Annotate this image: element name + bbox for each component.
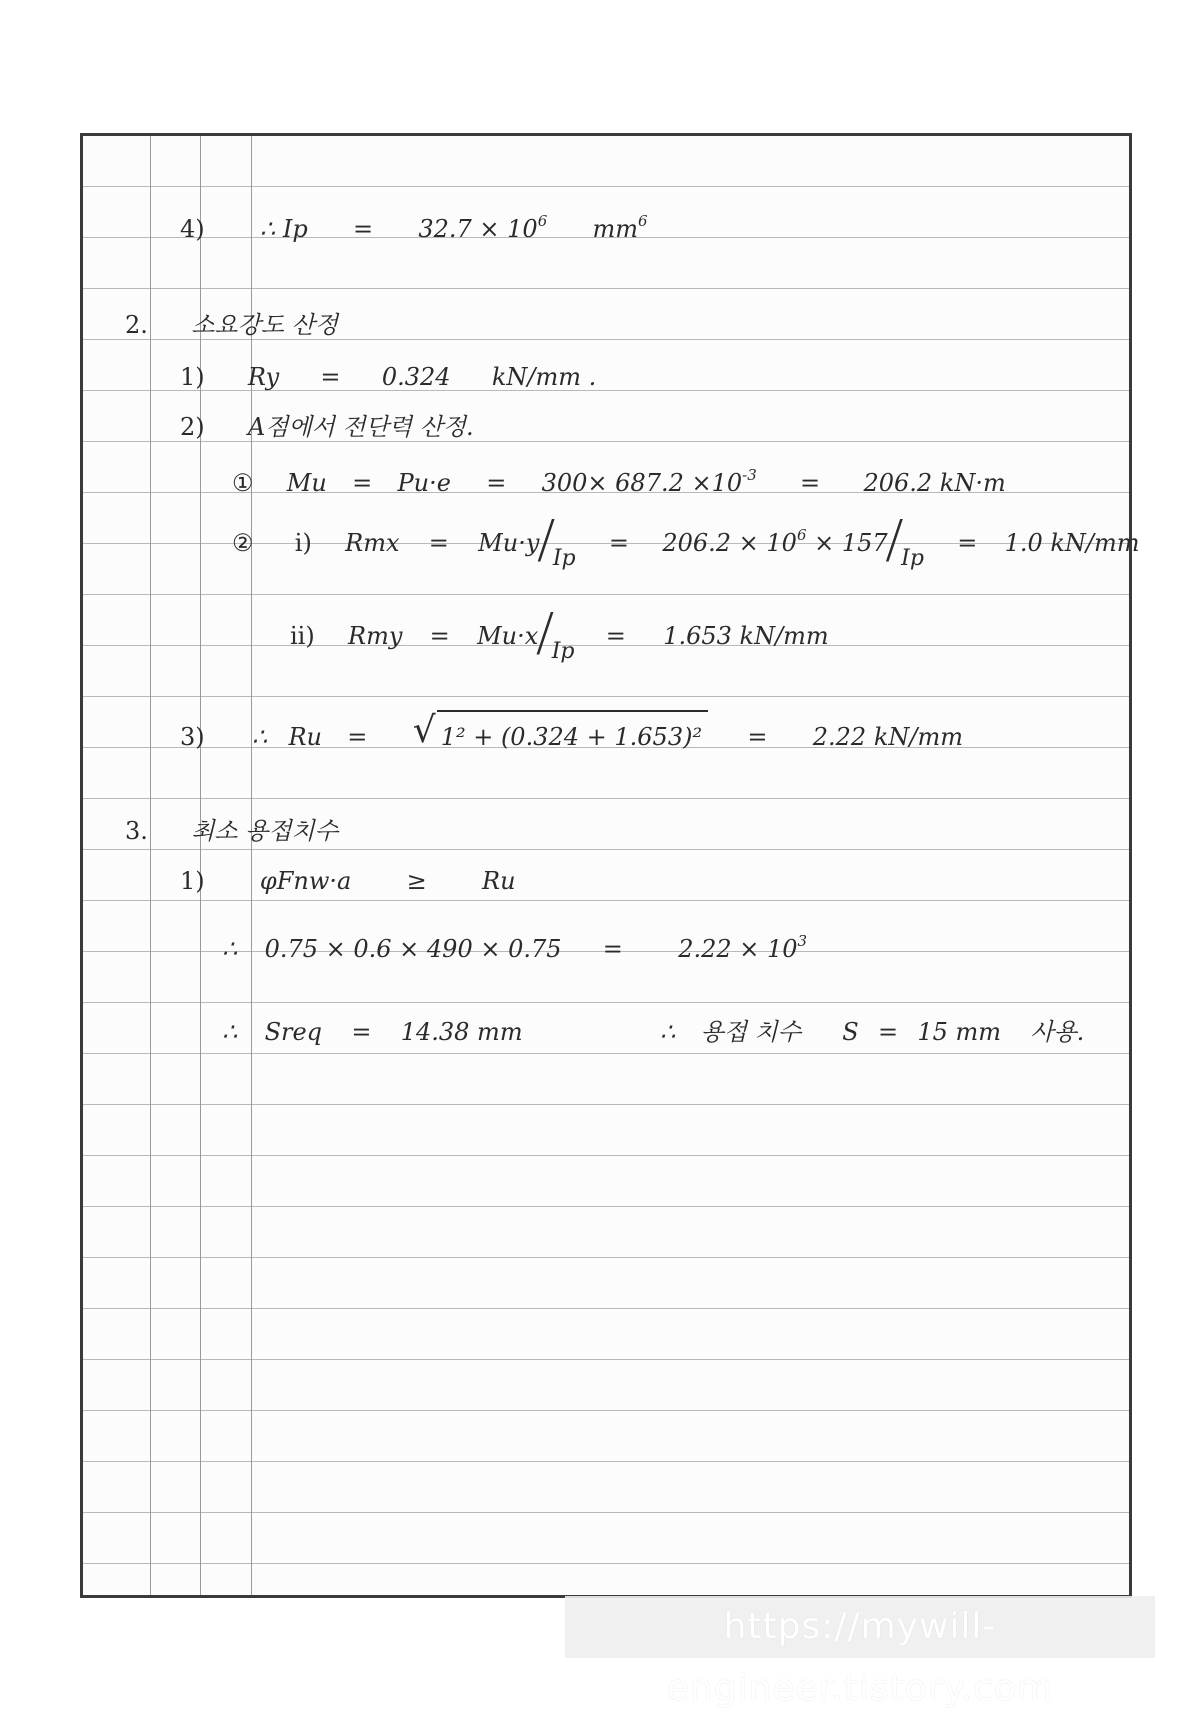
mu-symbol: Mu [286,469,327,497]
shear-heading [180,412,474,442]
rmy-line [290,603,829,664]
fraction-denominator: Ip [901,546,924,571]
equals-sign: = [747,723,768,751]
ry-value: 0.324 [381,363,451,391]
square-root [412,710,703,752]
section-title: 소요강도 산정 [191,311,338,339]
equals-sign: = [608,529,630,557]
therefore-symbol: ∴ [660,1018,676,1046]
fraction-denominator: Ip [551,639,575,664]
mu-result: 206.2 kN·m [863,469,1006,497]
step-number: 1) [180,867,205,895]
vinculum [437,710,708,712]
weld-strength-line [180,866,516,896]
equals-sign: = [957,529,978,557]
ru-symbol: Ru [288,723,323,751]
equals-sign: = [800,469,821,497]
weld-calc-expression: 0.75 × 0.6 × 490 × 0.75 [264,935,562,963]
mu-calc: 300× 687.2 ×10 [541,469,743,497]
conclusion-tail: 사용. [1030,1018,1085,1046]
ip-unit-exponent: 6 [638,212,648,230]
therefore-symbol: ∴ [222,935,238,963]
step-number: 4) [180,215,205,243]
conclusion-label: 용접 치수 [700,1018,801,1046]
equals-sign: = [877,1018,899,1046]
ry-symbol: Ry [247,363,280,391]
equals-sign: = [352,215,374,243]
calc-exponent: 6 [796,526,807,544]
mu-line [232,462,1006,498]
step-number: 3) [180,723,205,751]
step-number: 1) [180,363,205,391]
rmx-line [232,510,1140,571]
step-title: A점에서 전단력 산정. [247,413,474,441]
rmx-result: 1.0 kN/mm [1004,529,1140,557]
sreq-value: 14.38 mm [400,1018,523,1046]
equals-sign: = [351,1018,372,1046]
section-number: 2. [125,311,148,339]
weld-calc-line [222,928,807,964]
section-number: 3. [125,817,148,845]
calc-numerator: 206.2 × 10 [662,529,797,557]
circled-marker: ① [232,469,254,497]
ru-symbol: Ru [482,867,516,895]
greater-equal-sign: ≥ [406,867,427,895]
ip-value: 32.7 × 10 [418,215,538,243]
rmy-fraction: Mu·x/Ip [477,618,574,653]
rmx-fraction: Mu·y/Ip [478,525,575,560]
ru-result: 2.22 kN/mm [812,723,963,751]
ip-result-line [180,208,648,244]
ru-line [180,710,963,752]
weld-calc-rhs: 2.22 × 10 [678,935,798,963]
s-symbol: S [842,1018,859,1046]
ip-symbol: Ip [282,215,308,243]
equals-sign: = [486,469,507,497]
equals-sign: = [352,469,373,497]
ry-line [180,362,596,392]
equals-sign: = [428,529,449,557]
rmy-result: 1.653 kN/mm [663,622,829,650]
therefore-symbol: ∴ [259,215,276,243]
fraction-numerator: Mu·y [478,529,540,557]
equals-sign: = [602,935,623,963]
sreq-symbol: Sreq [264,1018,323,1046]
therefore-symbol: ∴ [251,723,268,751]
margin-line-1 [150,136,151,1595]
weld-strength-term: φFnw·a [259,867,352,895]
calc-tail: × 157 [814,529,888,557]
equals-sign: = [429,622,450,650]
substep-number: i) [294,529,312,557]
ip-exponent: 6 [537,212,548,230]
watermark: https://mywill-engineer.tistory.com [565,1596,1155,1658]
section-2-heading [125,310,338,340]
substep-number: ii) [290,622,315,650]
fraction-denominator: Ip [552,546,576,571]
weld-calc-exponent: 3 [797,932,808,950]
section-title: 최소 용접치수 [191,817,338,845]
radical-icon: √ [412,710,436,751]
rmx-calc-fraction: $206.2 \times 10^6 \times 157/Ip$ [662,522,924,560]
equals-sign: = [605,622,626,650]
rmx-symbol: Rmx [345,529,400,557]
conclusion-line [660,1017,1084,1047]
fraction-numerator [662,522,887,558]
rmy-symbol: Rmy [348,622,403,650]
mu-calc-exponent: -3 [742,466,757,484]
circled-marker: ② [232,529,254,557]
ry-unit: kN/mm . [491,363,597,391]
therefore-symbol: ∴ [222,1018,238,1046]
equals-sign: = [320,363,341,391]
section-3-heading [125,816,338,846]
s-value: 15 mm [917,1018,1002,1046]
ip-unit: mm [592,215,639,243]
sreq-line [222,1017,523,1047]
pu-e-term: Pu·e [397,469,451,497]
step-number: 2) [180,413,205,441]
fraction-numerator: Mu·x [477,622,539,650]
radicand: 1² + (0.324 + 1.653)² [440,723,703,751]
equals-sign: = [347,723,368,751]
